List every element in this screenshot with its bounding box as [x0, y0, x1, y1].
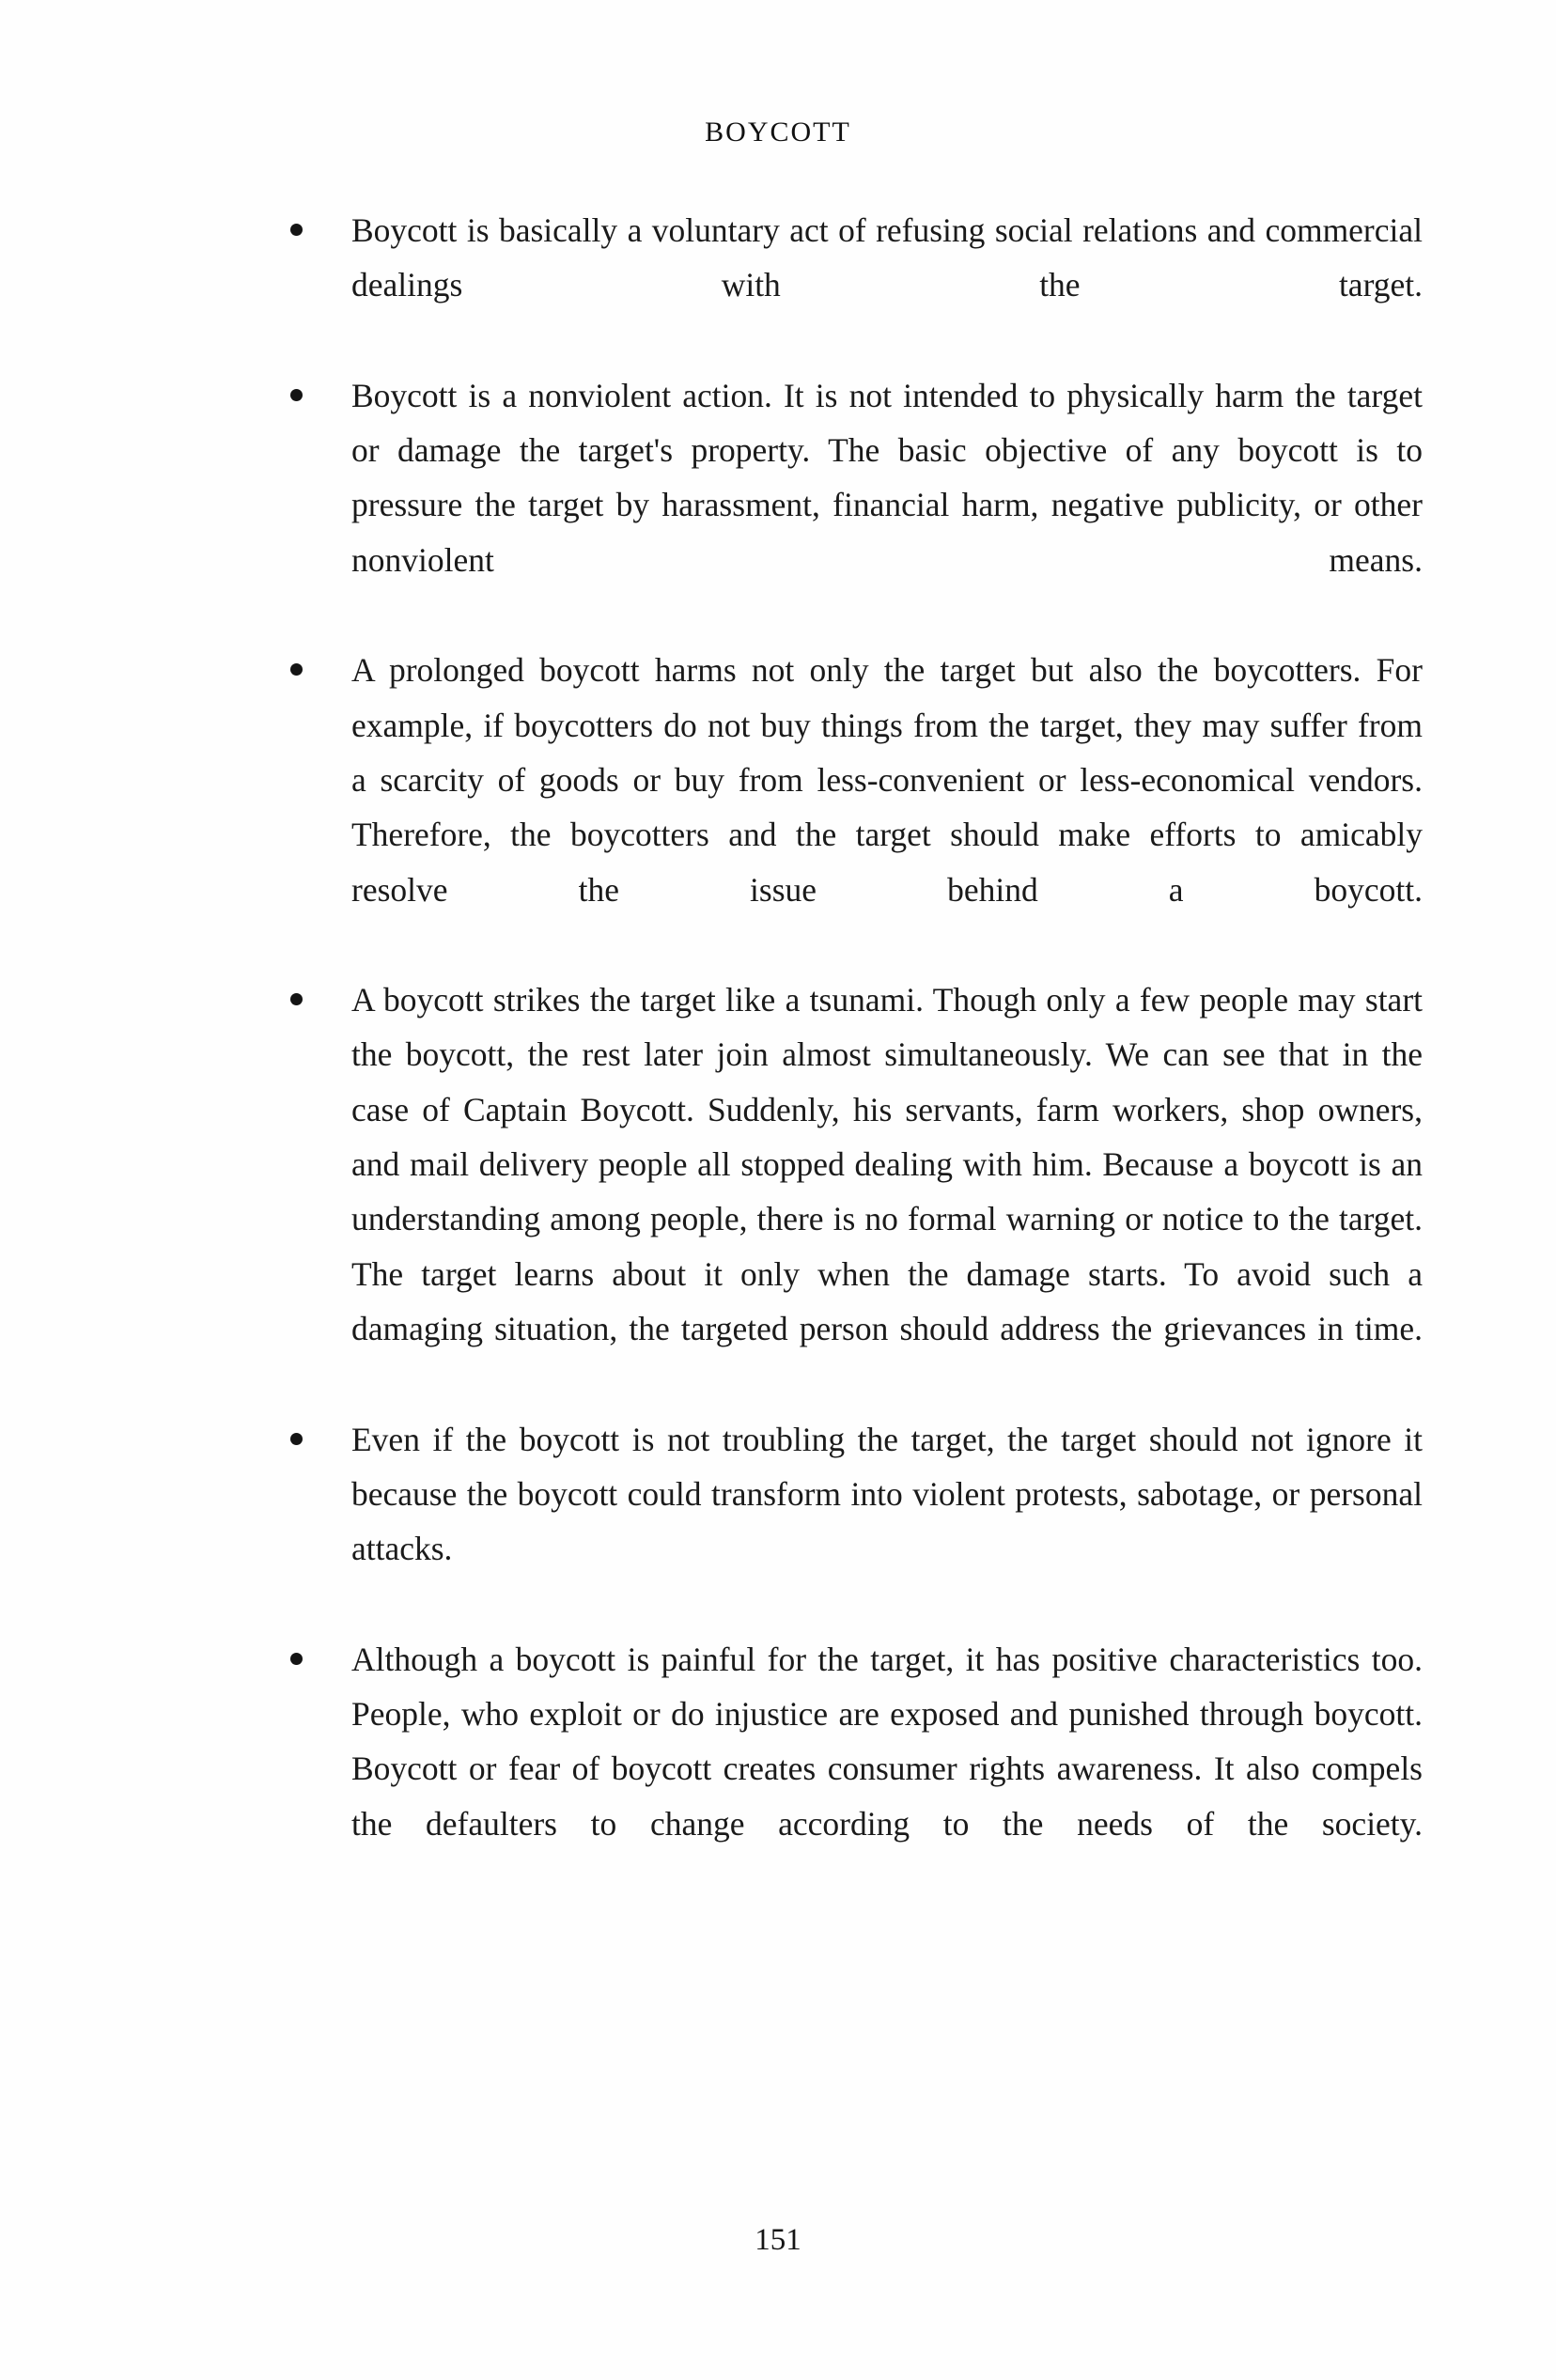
list-item: [278, 203, 1423, 367]
body-text-column: [278, 203, 1423, 1906]
running-head: BOYCOTT: [705, 117, 851, 148]
bullet-paragraph: Boycott is basically a voluntary act of refusing social relations and commercial dealings with the target.: [351, 211, 1423, 304]
bullet-dot-icon: [290, 993, 303, 1005]
list-item: [278, 1632, 1423, 1906]
bullet-paragraph: Although a boycott is painful for the target, it has positive characteristics too. People, who exploit or do injustice are exposed and punished through boycott. Boycott or fear of boycott creates consumer rights awareness. It also compels the defaulters to change according to the needs of the society.: [351, 1640, 1423, 1843]
bullet-paragraph: A prolonged boycott harms not only the target but also the boycotters. For example, if boycotters do not buy things from the target, they may suffer from a scarcity of goods or buy from less-convenient or less-economical vendors. Therefore, the boycotters and the target should make efforts to amicably resolve the issue behind a boycott.: [351, 651, 1423, 909]
list-item: [278, 643, 1423, 972]
bullet-list: [278, 203, 1423, 1906]
list-item: [278, 368, 1423, 642]
list-item: [278, 972, 1423, 1410]
bullet-dot-icon: [290, 389, 303, 401]
bullet-paragraph: A boycott strikes the target like a tsunami. Though only a few people may start the boycott, the rest later join almost simultaneously. We can see that in the case of Captain Boycott. Suddenly, his servants, farm workers, shop owners, and mail delivery people all stopped dealing with him. Because a boycott is an understanding among people, there is no formal warning or notice to the target. The target learns about it only when the damage starts. To avoid such a damaging situation, the targeted person should address the grievances in time.: [351, 981, 1423, 1347]
bullet-dot-icon: [290, 1653, 303, 1665]
bullet-paragraph: Boycott is a nonviolent action. It is not intended to physically harm the target or damage the target's property. The basic objective of any boycott is to pressure the target by harassment, financial harm, negative publicity, or other nonviolent means.: [351, 376, 1423, 579]
bullet-dot-icon: [290, 663, 303, 676]
bullet-paragraph: Even if the boycott is not troubling the target, the target should not ignore it because the boycott could transform into violent protests, sabotage, or personal attacks.: [351, 1420, 1423, 1568]
page-number: 151: [755, 2223, 801, 2257]
list-item: [278, 1412, 1423, 1631]
bullet-dot-icon: [290, 224, 303, 236]
bullet-dot-icon: [290, 1433, 303, 1445]
